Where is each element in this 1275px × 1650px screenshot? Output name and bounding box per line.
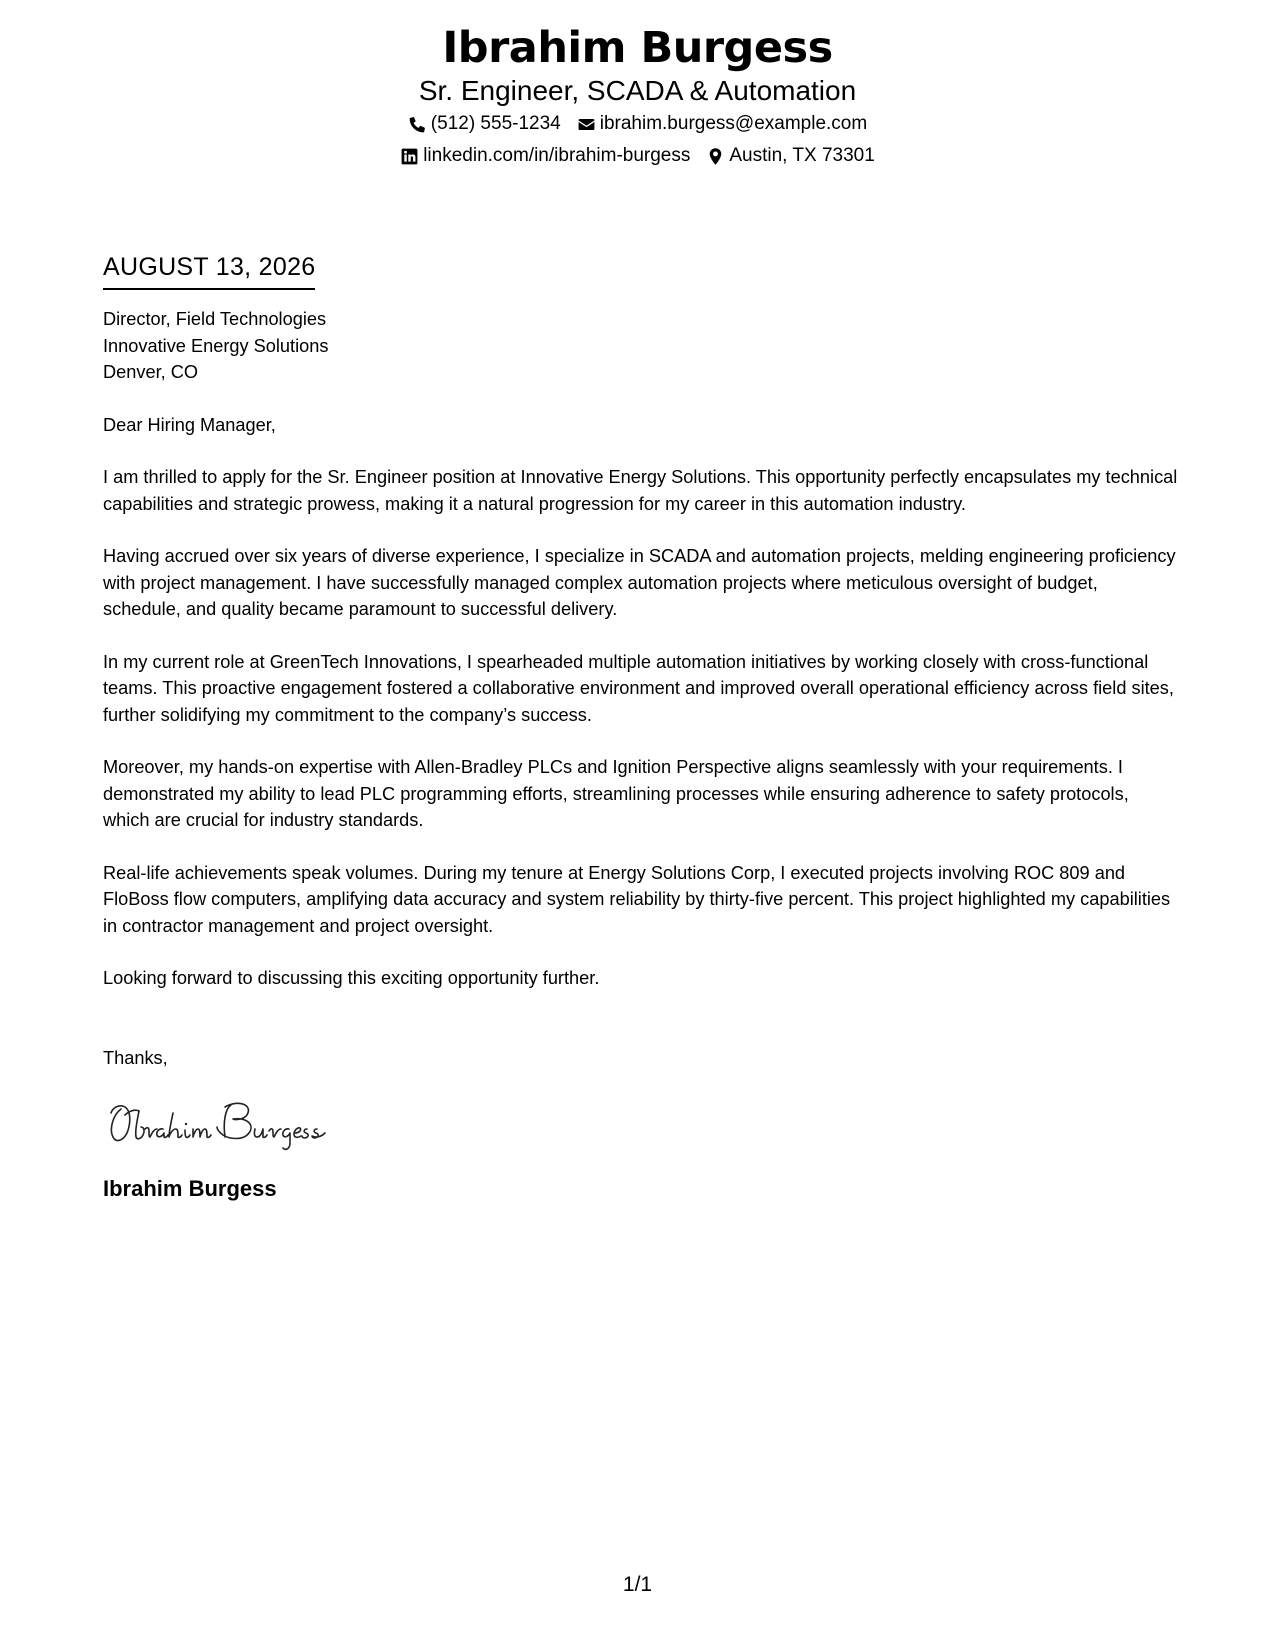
paragraph-4: Moreover, my hands-on expertise with Allen-Bradley PLCs and Ignition Perspective aligns seamlessly with your requirements. I demonstrated my ability to lead PLC programming efforts, streamlining processes while ensuring adherence to safety protocols, which are crucial for industry standards.	[103, 757, 1129, 830]
letter-body	[103, 252, 1178, 1203]
salutation: Dear Hiring Manager,	[103, 414, 276, 435]
phone-text: (512) 555-1234	[430, 113, 561, 134]
signed-name: Ibrahim Burgess	[103, 1176, 277, 1201]
contact-linkedin[interactable]	[400, 140, 690, 172]
map-marker-icon	[706, 147, 725, 166]
paragraph-2: Having accrued over six years of diverse experience, I specialize in SCADA and automation projects, melding engineering proficiency with project management. I have successfully managed complex automation projects where meticulous oversight of budget, schedule, and quality became paramount to successful delivery.	[103, 546, 1176, 619]
paragraph-3: In my current role at GreenTech Innovations, I spearheaded multiple automation initiatives by working closely with cross-functional teams. This proactive engagement fostered a collaborative environment and improved overall operational efficiency across field sites, further solidifying my commitment to the company’s success.	[103, 651, 1174, 725]
paragraph-6: Looking forward to discussing this exciting opportunity further.	[103, 968, 600, 988]
linkedin-icon	[400, 147, 419, 166]
page-number: 1/1	[622, 1573, 653, 1596]
envelope-icon	[577, 115, 596, 134]
signature-image	[103, 1093, 373, 1153]
recipient-company: Innovative Energy Solutions	[103, 335, 329, 356]
location-text: Austin, TX 73301	[729, 145, 875, 166]
paragraph-5: Real-life achievements speak volumes. During my tenure at Energy Solutions Corp, I executed projects involving ROC 809 and FloBoss flow computers, amplifying data accuracy and system reliability by thirty-five percent. This project highlighted my capabilities in contractor management and project oversight.	[103, 862, 1171, 936]
contact-phone[interactable]	[408, 108, 561, 140]
linkedin-text: linkedin.com/in/ibrahim-burgess	[423, 145, 691, 166]
contact-row-1	[0, 108, 1275, 140]
applicant-title: Sr. Engineer, SCADA & Automation	[418, 75, 857, 106]
contact-row-2	[0, 140, 1275, 172]
recipient-title: Director, Field Technologies	[103, 309, 327, 329]
contact-location	[706, 140, 874, 172]
recipient-location: Denver, CO	[103, 362, 199, 382]
contact-email[interactable]	[577, 108, 867, 140]
phone-icon	[408, 115, 427, 134]
recipient-block	[103, 306, 1178, 386]
applicant-name: Ibrahim Burgess	[442, 23, 833, 73]
email-text: ibrahim.burgess@example.com	[599, 113, 868, 134]
letter-header	[0, 20, 1275, 172]
letter-date: AUGUST 13, 2026	[103, 252, 315, 290]
paragraph-1: I am thrilled to apply for the Sr. Engineer position at Innovative Energy Solutions. This opportunity perfectly encapsulates my technical capabilities and strategic prowess, making it a natural progression for my career in this automation industry.	[103, 467, 1178, 514]
closing: Thanks,	[103, 1047, 168, 1068]
